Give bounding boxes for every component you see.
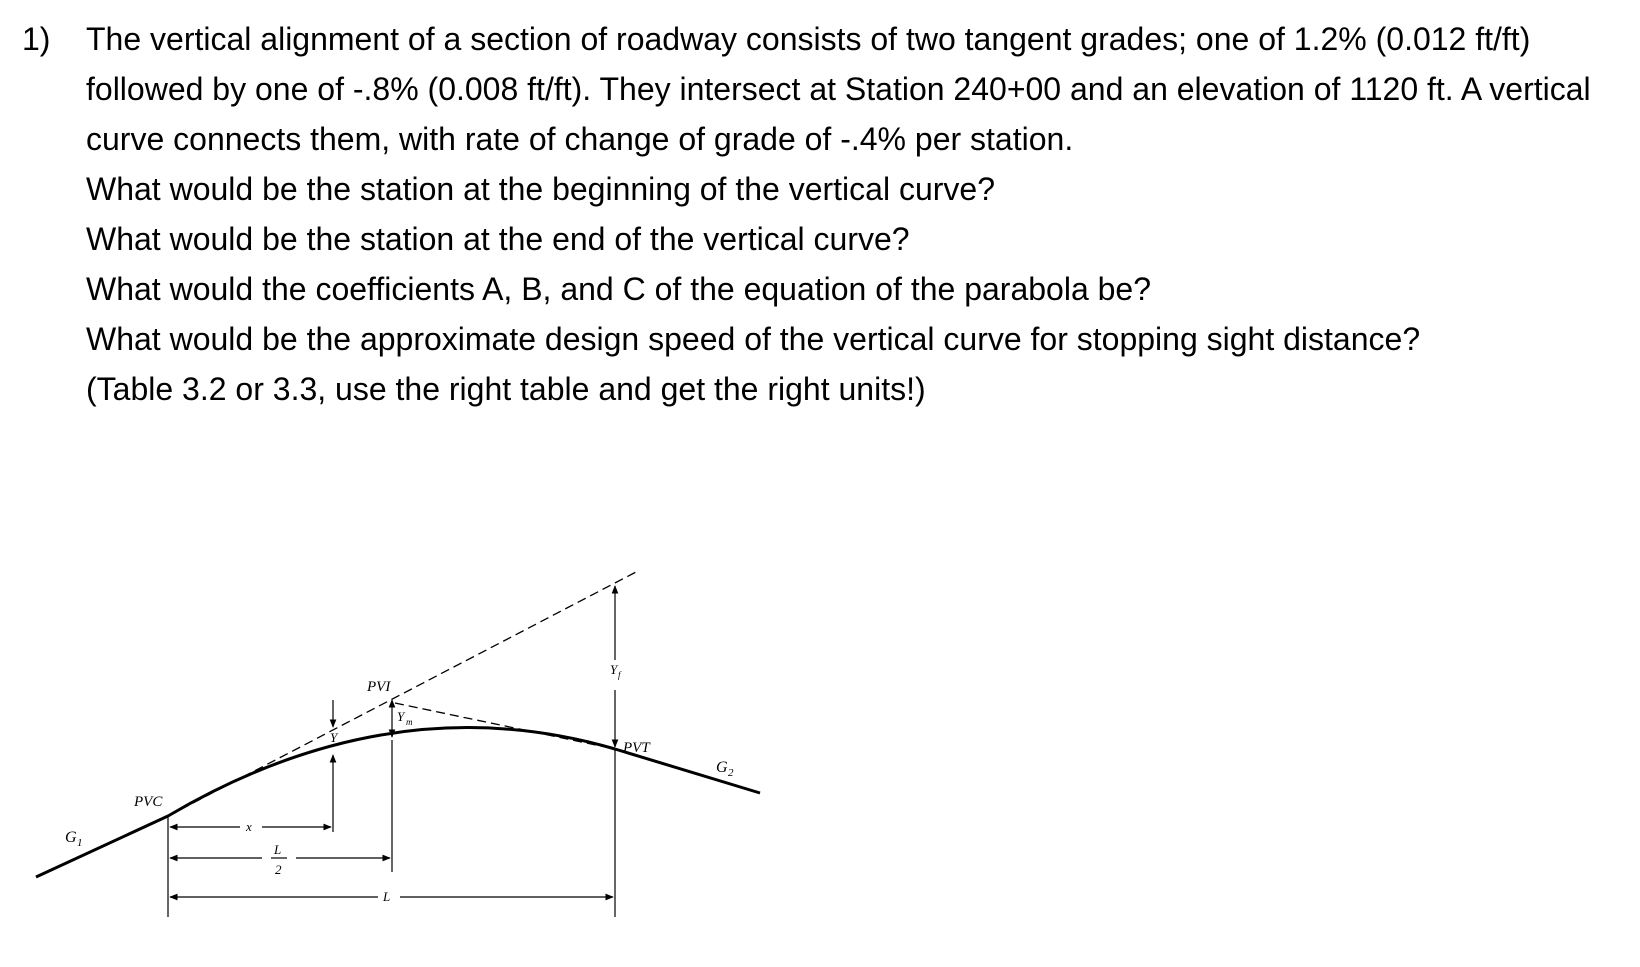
label-g1-sub: 1 (77, 837, 83, 849)
label-ym: Y (397, 709, 405, 724)
label-yf-sub: f (618, 670, 621, 680)
tangent-g1-line (36, 816, 168, 877)
sub-question-evc-station: What would be the station at the end of the vertical curve? (86, 221, 910, 257)
vertical-curve-diagram (0, 560, 800, 960)
label-pvi: PVI (367, 679, 391, 695)
label-half-l-numerator: L (274, 842, 282, 857)
question-number: 1) (22, 21, 51, 57)
label-l: L (383, 889, 391, 904)
label-g1: G (65, 829, 77, 846)
label-g2-sub: 2 (728, 767, 734, 779)
tangent-g2-extension (395, 703, 615, 749)
question-body (86, 14, 1622, 414)
label-y: Y (330, 730, 338, 745)
label-g2: G (716, 759, 728, 776)
sub-question-design-speed: What would be the approximate design speed of the vertical curve for stopping sight distance? (86, 321, 1421, 357)
label-yf: Y (610, 662, 618, 677)
question-intro: The vertical alignment of a section of roadway consists of two tangent grades; one of 1.2% (0.012 ft/ft) followed by one of -.8% (0.008 ft/ft). They intersect at Station 240+00 and an elevation of 1120 ft. A vertical curve connects them, with rate of change of grade of -.4% per station. (86, 21, 1591, 157)
label-half-l-denominator: 2 (275, 862, 282, 877)
sub-question-coefficients: What would the coefficients A, B, and C of the equation of the parabola be? (86, 271, 1152, 307)
label-x: x (246, 819, 252, 834)
question-block (22, 14, 1622, 414)
label-pvt: PVT (623, 740, 650, 756)
label-ym-sub: m (406, 717, 413, 727)
sub-question-bvc-station: What would be the station at the beginning of the vertical curve? (86, 171, 995, 207)
label-pvc: PVC (134, 794, 163, 810)
sub-question-table-note: (Table 3.2 or 3.3, use the right table and get the right units!) (86, 371, 926, 407)
